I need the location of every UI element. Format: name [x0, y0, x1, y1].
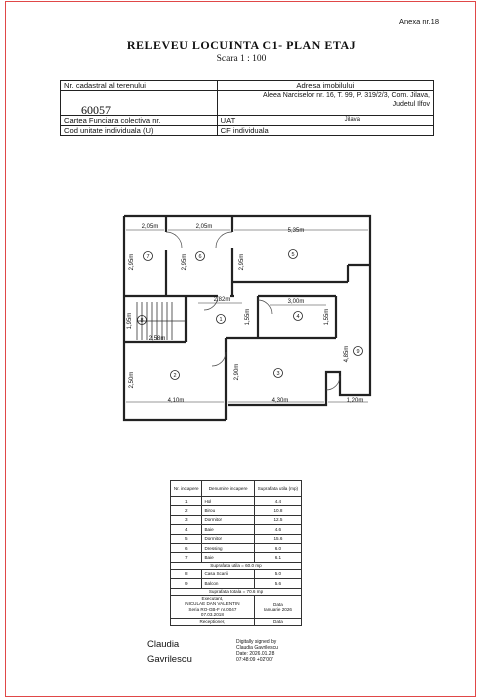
cell-area: 15.6 — [254, 534, 301, 543]
address-line-2: Judetul Ilfov — [392, 101, 430, 108]
room-number: 1 — [219, 317, 223, 323]
room-number: 5 — [291, 252, 295, 258]
room-number: 4 — [296, 314, 300, 320]
table-row — [171, 543, 302, 552]
cell-name: Baie — [202, 525, 254, 534]
cell-nr: 9 — [171, 579, 202, 588]
table-row — [171, 506, 302, 515]
cell-area: 4.4 — [254, 497, 301, 506]
cell-name: Baie — [202, 553, 254, 562]
staircase — [137, 302, 186, 340]
cell-name: Birou — [202, 506, 254, 515]
dimension-label: 2,50m — [129, 371, 135, 389]
executant-name: NICULAE DAN VALENTIN — [185, 601, 240, 607]
table-row — [171, 515, 302, 524]
col-header-name: Denumire incapere — [202, 481, 254, 497]
table-row — [171, 569, 302, 578]
cell-area: 10.8 — [254, 506, 301, 515]
rooms-area-table — [170, 480, 302, 626]
door-arcs — [166, 232, 340, 390]
unit-code-label: Cod unitate individuala (U) — [61, 126, 218, 136]
signature-line: Date: 2026.01.28 — [236, 651, 275, 657]
annex-label: Anexa nr.18 — [398, 17, 439, 26]
page-title: RELEVEU LOCUINTA C1- PLAN ETAJ — [126, 38, 357, 52]
cell-area: 6.0 — [254, 543, 301, 552]
cell-nr: 4 — [171, 525, 202, 534]
signature-line: Claudia Gavrilescu — [236, 645, 278, 651]
executant-label: Executant, — [201, 595, 224, 601]
col-header-nr: Nr. incapere — [171, 481, 202, 497]
dimension-label: 4,10m — [167, 398, 185, 404]
cell-nr: 1 — [171, 497, 202, 506]
cell-area: 5.0 — [254, 569, 301, 578]
wall-outer-west — [124, 216, 226, 420]
date-label-2: Data — [254, 618, 301, 625]
uat-label: UAT — [220, 116, 236, 125]
cell-area: 5.6 — [254, 579, 301, 588]
cell-area: 12.5 — [254, 515, 301, 524]
dimension-label: 2,95m — [129, 253, 135, 271]
dimension-label: 4,30m — [271, 398, 289, 404]
table-row — [171, 579, 302, 588]
cadastral-number: 60057 — [61, 91, 218, 116]
room-number: 2 — [173, 373, 177, 379]
dimension-label: 2,90m — [234, 363, 240, 381]
executant-id: Seria RO-GB-F nr.0047 — [188, 606, 237, 612]
cell-name: Hol — [202, 497, 254, 506]
dimension-label: 1,95m — [127, 312, 133, 330]
dimension-label: 2,95m — [182, 253, 188, 271]
useful-area-total: Suprafata utila = 60.0 mp — [171, 562, 302, 569]
uat-value: Jilava — [344, 117, 360, 123]
dimension-label: 2,95m — [239, 253, 245, 271]
cell-nr: 6 — [171, 543, 202, 552]
cell-name: Dressing — [202, 543, 254, 552]
dimension-label: 2,58m — [148, 336, 166, 342]
cell-nr: 8 — [171, 569, 202, 578]
dimension-label: 1,55m — [324, 308, 330, 326]
cell-nr: 7 — [171, 553, 202, 562]
scale-label: Scara 1 : 100 — [216, 54, 267, 64]
date-cell — [254, 595, 301, 618]
signature-line: Digitally signed by — [236, 639, 277, 645]
table-row — [171, 525, 302, 534]
date-value: Ianuarie 2026 — [263, 606, 292, 612]
signer-name: Claudia Gavrilescu — [147, 639, 192, 665]
room-number: 7 — [146, 254, 150, 260]
dimension-label: 1,20m — [346, 398, 364, 404]
executant-cell — [171, 595, 255, 618]
cell-name: Casa Scarii — [202, 569, 254, 578]
digital-signature-block — [236, 639, 316, 663]
dimension-label: 1,55m — [245, 308, 251, 326]
cell-nr: 2 — [171, 506, 202, 515]
dimension-label: 2,05m — [195, 224, 213, 230]
col-header-area: Suprafata utila (mp) — [254, 481, 301, 497]
signature-line: 07:48:09 +02'00' — [236, 657, 273, 663]
cell-nr: 3 — [171, 515, 202, 524]
receptioner-label: Receptioner, — [171, 618, 255, 625]
room-number: 3 — [276, 371, 280, 377]
cf-collective-label: Cartea Funciara colectiva nr. — [61, 116, 218, 126]
dimension-label: 3,00m — [287, 299, 305, 305]
room-number: 6 — [198, 254, 202, 260]
address-line-1: Aleea Narciselor nr. 16, T. 99, P. 319/2/3, Com. Jilava, — [262, 92, 430, 99]
cell-name: Balcon — [202, 579, 254, 588]
cell-area: 6.1 — [254, 553, 301, 562]
cf-individual-label: CF individuala — [217, 126, 433, 136]
room-number: 9 — [356, 349, 360, 355]
cell-area: 4.6 — [254, 525, 301, 534]
dimension-label: 5,35m — [287, 228, 305, 234]
cell-name: Dormitor — [202, 515, 254, 524]
cadastral-label-cell: Nr. cadastral al terenului — [61, 81, 218, 91]
executant-date: 07.03.2018 — [200, 612, 224, 618]
table-row — [171, 497, 302, 506]
date-label: Data — [273, 601, 283, 607]
table-row — [171, 553, 302, 562]
dimension-label: 2,82m — [213, 297, 231, 303]
cell-name: Dormitor — [202, 534, 254, 543]
table-row — [171, 534, 302, 543]
dimension-label: 4,85m — [344, 345, 350, 363]
cell-nr: 5 — [171, 534, 202, 543]
total-area: Suprafata totala = 70.6 mp — [171, 588, 302, 595]
address-label-cell: Adresa imobilului — [217, 81, 433, 91]
room-number: 8 — [140, 318, 144, 324]
dimension-label: 2,05m — [141, 224, 159, 230]
